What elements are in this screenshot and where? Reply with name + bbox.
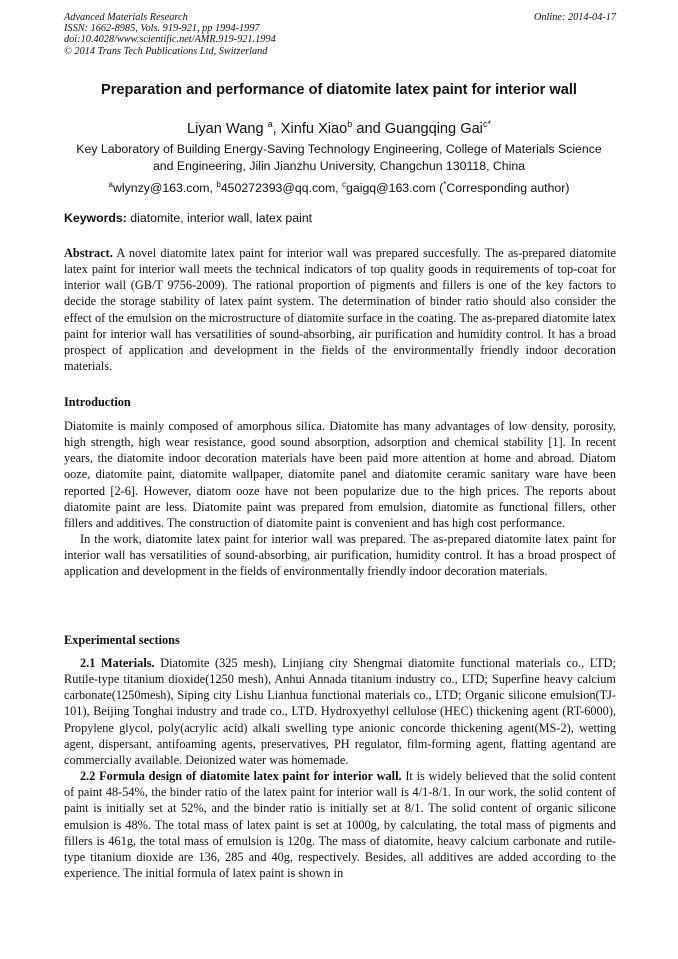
- email-sup: *: [443, 180, 447, 189]
- author-sup: a: [267, 119, 273, 129]
- author-list: [40, 114, 638, 139]
- introduction-heading: Introduction: [64, 395, 131, 409]
- keywords-text: diatomite, interior wall, latex paint: [126, 211, 313, 225]
- materials-paragraph: [64, 655, 616, 768]
- materials-label: 2.1 Materials.: [80, 656, 155, 670]
- author-name: Liyan Wang: [187, 121, 264, 137]
- journal-name: Advanced Materials Research: [64, 12, 188, 23]
- email-sup: c: [342, 180, 347, 189]
- author-name: and Guangqing Gai: [352, 121, 483, 137]
- email-text: wlynzy@163.com,: [112, 181, 217, 195]
- introduction-section: [64, 418, 616, 580]
- intro-paragraph-1: Diatomite is mainly composed of amorphous silica. Diatomite has many advantages of low density, porosity, high strength, high wear resistance, good sound absorption, adsorption and chemical stability [1]. In recent years, the diatomite indoor decoration materials have been paid more attention at home and abroad. Diatom ooze, diatomite paint, diatomite wallpaper, diatomite panel and diatomite ceramic sanitary ware have been reported [2-6]. However, diatom ooze have not been popularize due to the high prices. The reports about diatomite paint are less. Diatomite paint was prepared from emulsion, diatomite as functional fillers, other fillers and additives. The construction of diatomite paint is convenient and has high cost performance.: [64, 419, 616, 530]
- affiliation-line: and Engineering, Jilin Jianzhu University, Changchun 130118, China: [152, 159, 526, 173]
- author-name: , Xinfu Xiao: [272, 121, 348, 137]
- author-emails: [40, 176, 638, 197]
- formula-label: 2.2 Formula design of diatomite latex paint for interior wall.: [80, 769, 402, 784]
- keywords-label: Keywords:: [64, 211, 127, 225]
- email-sup: b: [216, 180, 221, 189]
- email-text: gaigq@163.com (: [346, 181, 444, 195]
- online-date: Online: 2014-04-17: [533, 12, 616, 23]
- author-sup: b: [347, 119, 353, 129]
- keywords: [64, 210, 616, 227]
- affiliation-line: Key Laboratory of Building Energy-Saving Technology Engineering, College of Materials Science: [76, 142, 602, 156]
- formula-text: It is widely believed that the solid content of paint 48-54%, the binder ratio of the latex paint for interior wall is 4/1-8/1. In our work, the solid content of paint is initially set at 52%, and the binder ratio is initially set at 8/1. The solid content of organic silicone emulsion is 48%. The total mass of latex paint is set at 1000g, by calculating, the total mass of pigments and fillers is 461g, the total mass of emulsion is 120g. The mass of diatomite, heavy calcium carbonate and rutile-type titanium dioxide are 136, 285 and 40g, respectively. Besides, all additives are added according to the experience. The initial formula of latex paint is shown in: [64, 769, 616, 881]
- experimental-heading: Experimental sections: [64, 633, 180, 647]
- formula-paragraph: [64, 768, 616, 881]
- intro-paragraph-2: In the work, diatomite latex paint for interior wall was prepared. The as-prepared diatomite latex paint for interior wall has versatilities of sound-absorbing, air purification, humidity control. It has a broad prospect of application and development in the fields of environmentally friendly indoor decoration materials.: [64, 532, 616, 579]
- materials-text: Diatomite (325 mesh), Linjiang city Shengmai diatomite functional materials co., LTD; Rutile-type titanium dioxide(1250 mesh), Anhui Annada titanium industry co., LTD; Superfine heavy calcium carbonate(1250mesh), Siping city Lishu Lianhua functional materials co., LTD; Organic silicone emulsion(TJ-101), Beijing Tonghai industry and trade co., LTD. Hydroxyethyl cellulose (HEC) thickening agent (RT-6000), Propylene glycol, poly(acrylic acid) alkali swelling type anionic concorde thickening agent(MS-2), wetting agent, dispersant, antifoaming agents, preservatives, PH regulator, film-forming agent, flatting agentand are commercially available. Deionized water was homemade.: [64, 656, 616, 767]
- experimental-section: [64, 655, 616, 881]
- abstract-text: A novel diatomite latex paint for interior wall was prepared succesfully. The as-prepared diatomite latex paint for interior wall meets the technical indicators of top quality goods in requirements of top-coat for interior wall (GB/T 9756-2009). The rational proportion of pigments and fillers is one of the key factors to decide the storage stability of latex paint system. The determination of binder ratio should also consider the effect of the emulsion on the microstructure of diatomite surface in the coating. The as-prepared diatomite latex paint for interior wall has versatilities of sound-absorbing, air purification and humidity control. It has a broad prospect of application and development in the fields of the environmentally friendly indoor decoration materials.: [64, 246, 616, 374]
- affiliation: [56, 141, 622, 175]
- email-text: 450272393@qq.com,: [220, 181, 343, 195]
- journal-doi: doi:10.4028/www.scientific.net/AMR.919-921.1994: [64, 34, 276, 46]
- email-text: Corresponding author): [446, 181, 570, 195]
- paper-title: Preparation and performance of diatomite latex paint for interior wall: [100, 82, 577, 98]
- journal-copyright: © 2014 Trans Tech Publications Ltd, Switzerland: [64, 45, 268, 57]
- author-sup: c*: [482, 119, 491, 129]
- journal-issn: ISSN: 1662-8985, Vols. 919-921, pp 1994-1997: [64, 23, 260, 35]
- abstract-label: Abstract.: [64, 246, 113, 260]
- abstract-paragraph: [64, 245, 616, 374]
- abstract: [64, 245, 616, 374]
- journal-header: [64, 12, 616, 57]
- email-sup: a: [108, 180, 113, 189]
